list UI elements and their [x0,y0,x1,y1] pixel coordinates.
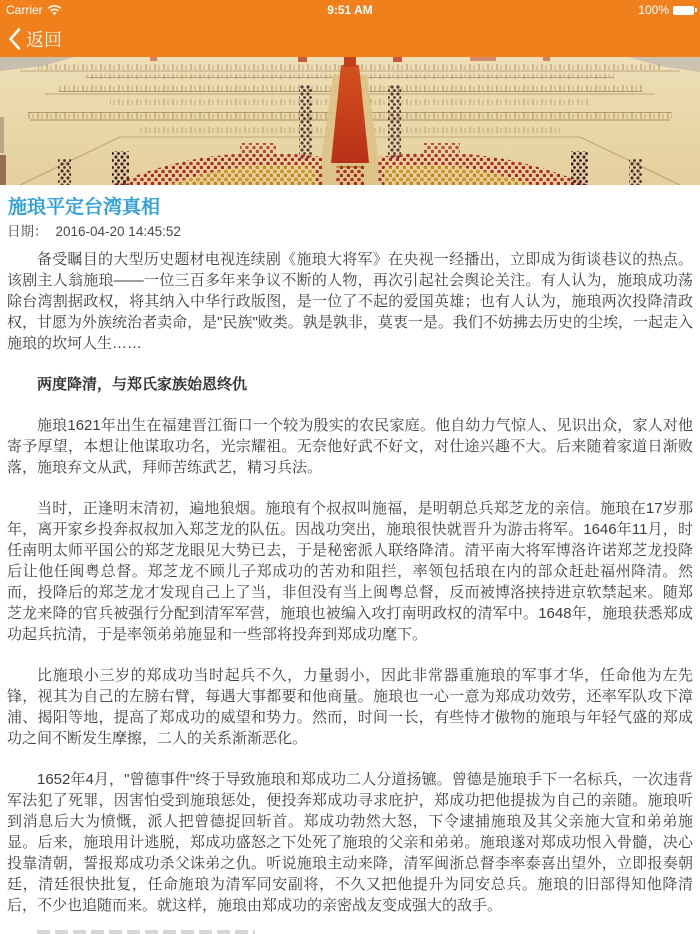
wifi-icon [47,5,62,16]
date-label: 日期： [7,224,48,239]
article-title: 施琅平定台湾真相 [8,197,161,218]
paragraph-zengde-incident: 1652年4月，"曾德事件"终于导致施琅和郑成功二人分道扬镳。曾德是施琅手下一名标兵，一次违背军法犯了死罪，因害怕受到施琅惩处，便投奔郑成功寻求庇护，郑成功把他提拔为自己的亲随。施琅听到消息后大为愤慨，派人把曾德捉回斩首。郑成功勃然大怒，下令逮捕施琅及其父亲施大宣和弟弟施显。后来，施琅用计逃脱，郑成功盛怒之下处死了施琅的父亲和弟弟。施琅遂对郑成功恨入骨髓，决心投靠清朝，誓报郑成功杀父诛弟之仇。听说施琅主动来降，清军闽浙总督李率泰喜出望外，立即报奏朝廷，清廷很快批复，任命施琅为清军同安副将，不久又把他提升为同安总兵。施琅的旧部得知他降清后，不少也追随而来。就这样，施琅由郑成功的亲密战友变成强大的敌手。 [7,771,693,914]
battery-icon [673,6,694,15]
article-date [7,224,693,239]
date-value: 2016-04-20 14:45:52 [55,224,181,239]
chevron-left-icon [8,28,21,50]
status-bar [0,0,700,20]
clipped-next-heading [37,930,255,934]
status-time: 9:51 AM [327,3,373,17]
paragraph-zhengzhilong: 当时，正逢明末清初，遍地狼烟。施琅有个叔叔叫施福，是明朝总兵郑芝龙的亲信。施琅在17岁那年，离开家乡投奔叔叔加入郑芝龙的队伍。因战功突出，施琅很快就晋升为游击将军。1646年11月，时任南明太师平国公的郑芝龙眼见大势已去，于是秘密派人联络降清。清平南大将军博洛许诺郑芝龙投降后让他任闽粤总督。郑芝龙不顾儿子郑成功的苦劝和阻拦，率领包括琅在内的部众赶赴福州降清。然而，投降后的郑芝龙才发现自己上了当，非但没有当上闽粤总督，反而被博洛挟持进京软禁起来。随郑芝龙来降的官兵被强行分配到清军军营，施琅也被编入攻打南明政权的清军中。1648年，施琅获悉郑成功起兵抗清，于是率领弟弟施显和一些部将投奔到郑成功麾下。 [7,500,693,643]
back-button[interactable] [8,26,62,52]
section-heading: 两度降清，与郑氏家族始恩终仇 [37,376,248,393]
back-label: 返回 [26,29,62,50]
nav-bar [0,20,700,57]
paragraph-birth: 施琅1621年出生在福建晋江衙口一个较为殷实的农民家庭。他自幼力气惊人、见识出众，家人对他寄予厚望，本想让他谋取功名，光宗耀祖。无奈他好武不好文，对仕途兴趣不大。后来随着家道日渐败落，施琅弃文从武，拜师苦练武艺，精习兵法。 [7,417,693,476]
article-header-image [0,57,700,185]
paragraph-intro: 备受瞩目的大型历史题材电视连续剧《施琅大将军》在央视一经播出，立即成为街谈巷议的热点。该剧主人翁施琅——一位三百多年来争议不断的人物，再次引起社会舆论关注。有人认为，施琅成功荡除台湾割据政权，将其纳入中华行政版图，是一位了不起的爱国英雄；也有人认为，施琅两次投降清政权，甘愿为外族统治者卖命，是"民族"败类。孰是孰非，莫衷一是。我们不妨拂去历史的尘埃，一起走入施琅的坎坷人生…… [7,251,693,352]
battery-percent: 100% [638,3,669,17]
carrier-label: Carrier [6,3,43,17]
article-content [0,196,700,934]
paragraph-zhengchenggong: 比施琅小三岁的郑成功当时起兵不久，力量弱小，因此非常器重施琅的军事才华，任命他为左先锋，视其为自己的左膀右臂，每遇大事都要和他商量。施琅也一心一意为郑成功效劳，还率军队攻下漳浦、揭阳等地，提高了郑成功的威望和势力。然而，时间一长，有些恃才傲物的施琅与年轻气盛的郑成功之间不断发生摩擦，二人的关系渐渐恶化。 [7,667,693,747]
court-painting-graphic [0,57,700,185]
